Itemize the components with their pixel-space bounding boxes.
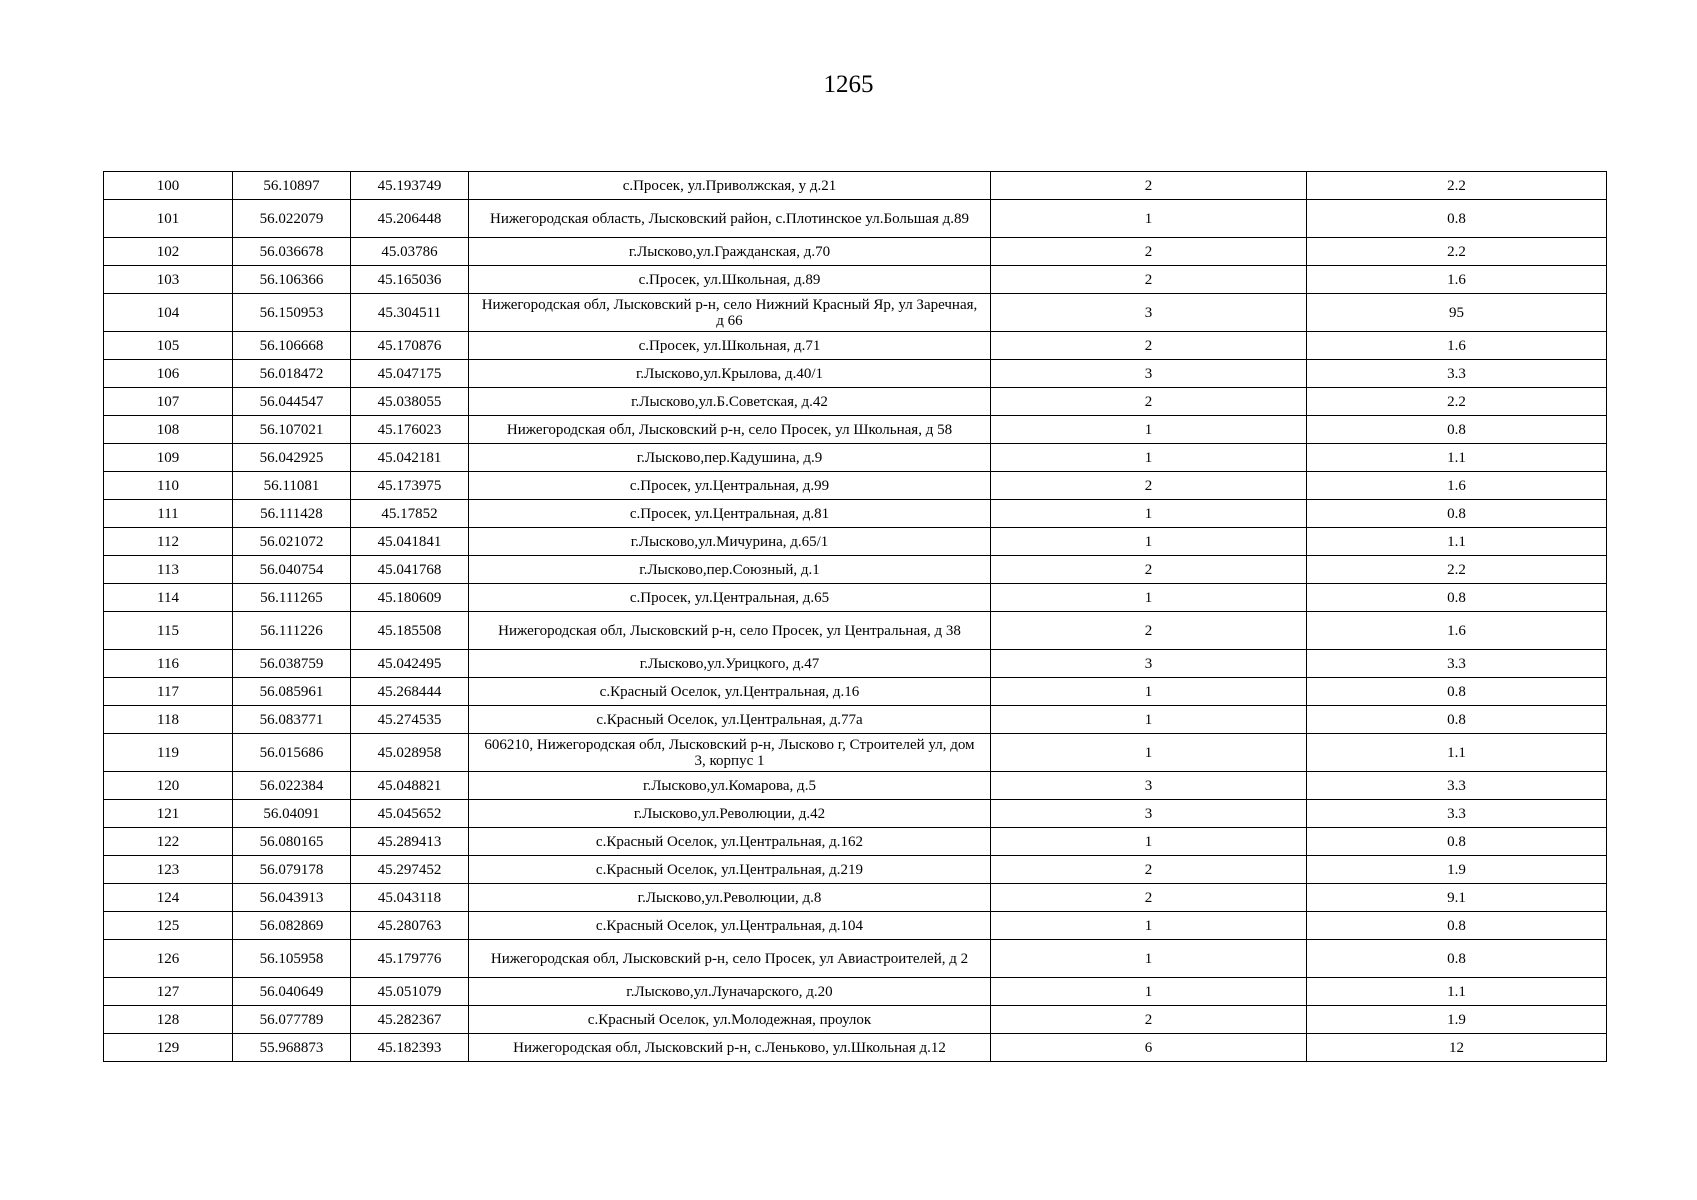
count-cell: 2 [991, 332, 1307, 360]
address-cell: с.Красный Оселок, ул.Центральная, д.77а [469, 706, 991, 734]
longitude-cell: 45.042495 [351, 650, 469, 678]
address-cell: с.Красный Оселок, ул.Центральная, д.162 [469, 828, 991, 856]
count-cell: 3 [991, 650, 1307, 678]
count-cell: 1 [991, 528, 1307, 556]
count-cell: 1 [991, 912, 1307, 940]
address-cell: г.Лысково,ул.Революции, д.42 [469, 800, 991, 828]
count-cell: 2 [991, 856, 1307, 884]
address-cell: 606210, Нижегородская обл, Лысковский р-н, Лысково г, Строителей ул, дом 3, корпус 1 [469, 734, 991, 772]
latitude-cell: 56.082869 [233, 912, 351, 940]
latitude-cell: 56.107021 [233, 416, 351, 444]
row-number-cell: 125 [104, 912, 233, 940]
address-cell: Нижегородская обл, Лысковский р-н, село Просек, ул Школьная, д 58 [469, 416, 991, 444]
longitude-cell: 45.176023 [351, 416, 469, 444]
table-row [104, 294, 1607, 332]
count-cell: 3 [991, 800, 1307, 828]
address-cell: с.Просек, ул.Школьная, д.71 [469, 332, 991, 360]
row-number-cell: 128 [104, 1006, 233, 1034]
row-number-cell: 126 [104, 940, 233, 978]
address-cell: г.Лысково,пер.Союзный, д.1 [469, 556, 991, 584]
count-cell: 1 [991, 500, 1307, 528]
longitude-cell: 45.048821 [351, 772, 469, 800]
volume-cell: 12 [1307, 1034, 1607, 1062]
longitude-cell: 45.289413 [351, 828, 469, 856]
volume-cell: 1.1 [1307, 734, 1607, 772]
longitude-cell: 45.185508 [351, 612, 469, 650]
count-cell: 1 [991, 678, 1307, 706]
volume-cell: 0.8 [1307, 200, 1607, 238]
row-number-cell: 129 [104, 1034, 233, 1062]
table-row [104, 678, 1607, 706]
table-row [104, 612, 1607, 650]
address-cell: с.Красный Оселок, ул.Центральная, д.16 [469, 678, 991, 706]
address-cell: с.Просек, ул.Центральная, д.65 [469, 584, 991, 612]
table-row [104, 200, 1607, 238]
volume-cell: 1.9 [1307, 856, 1607, 884]
row-number-cell: 124 [104, 884, 233, 912]
address-cell: Нижегородская обл, Лысковский р-н, село Нижний Красный Яр, ул Заречная, д 66 [469, 294, 991, 332]
address-cell: г.Лысково,ул.Крылова, д.40/1 [469, 360, 991, 388]
row-number-cell: 116 [104, 650, 233, 678]
longitude-cell: 45.182393 [351, 1034, 469, 1062]
longitude-cell: 45.038055 [351, 388, 469, 416]
latitude-cell: 56.106366 [233, 266, 351, 294]
address-cell: с.Красный Оселок, ул.Центральная, д.219 [469, 856, 991, 884]
row-number-cell: 123 [104, 856, 233, 884]
table-row [104, 500, 1607, 528]
count-cell: 1 [991, 444, 1307, 472]
count-cell: 2 [991, 884, 1307, 912]
count-cell: 2 [991, 612, 1307, 650]
row-number-cell: 107 [104, 388, 233, 416]
count-cell: 1 [991, 828, 1307, 856]
latitude-cell: 56.022079 [233, 200, 351, 238]
latitude-cell: 56.038759 [233, 650, 351, 678]
table-row [104, 650, 1607, 678]
latitude-cell: 56.015686 [233, 734, 351, 772]
volume-cell: 1.9 [1307, 1006, 1607, 1034]
table-row [104, 772, 1607, 800]
address-cell: Нижегородская обл, Лысковский р-н, с.Леньково, ул.Школьная д.12 [469, 1034, 991, 1062]
address-cell: с.Просек, ул.Центральная, д.81 [469, 500, 991, 528]
address-cell: г.Лысково,пер.Кадушина, д.9 [469, 444, 991, 472]
table-row [104, 884, 1607, 912]
volume-cell: 1.6 [1307, 332, 1607, 360]
row-number-cell: 105 [104, 332, 233, 360]
row-number-cell: 117 [104, 678, 233, 706]
longitude-cell: 45.170876 [351, 332, 469, 360]
address-cell: г.Лысково,ул.Урицкого, д.47 [469, 650, 991, 678]
latitude-cell: 56.080165 [233, 828, 351, 856]
row-number-cell: 108 [104, 416, 233, 444]
table-row [104, 416, 1607, 444]
count-cell: 2 [991, 1006, 1307, 1034]
row-number-cell: 101 [104, 200, 233, 238]
count-cell: 3 [991, 772, 1307, 800]
latitude-cell: 56.077789 [233, 1006, 351, 1034]
count-cell: 1 [991, 734, 1307, 772]
row-number-cell: 122 [104, 828, 233, 856]
longitude-cell: 45.051079 [351, 978, 469, 1006]
volume-cell: 0.8 [1307, 500, 1607, 528]
volume-cell: 0.8 [1307, 828, 1607, 856]
address-cell: г.Лысково,ул.Гражданская, д.70 [469, 238, 991, 266]
table-row [104, 556, 1607, 584]
row-number-cell: 106 [104, 360, 233, 388]
latitude-cell: 56.105958 [233, 940, 351, 978]
volume-cell: 0.8 [1307, 416, 1607, 444]
volume-cell: 1.6 [1307, 612, 1607, 650]
volume-cell: 2.2 [1307, 556, 1607, 584]
volume-cell: 0.8 [1307, 706, 1607, 734]
table-body [104, 172, 1607, 1062]
address-cell: с.Красный Оселок, ул.Центральная, д.104 [469, 912, 991, 940]
longitude-cell: 45.041768 [351, 556, 469, 584]
address-cell: г.Лысково,ул.Б.Советская, д.42 [469, 388, 991, 416]
count-cell: 1 [991, 978, 1307, 1006]
count-cell: 1 [991, 416, 1307, 444]
row-number-cell: 119 [104, 734, 233, 772]
address-cell: Нижегородская область, Лысковский район, с.Плотинское ул.Большая д.89 [469, 200, 991, 238]
longitude-cell: 45.268444 [351, 678, 469, 706]
volume-cell: 1.1 [1307, 978, 1607, 1006]
latitude-cell: 55.968873 [233, 1034, 351, 1062]
row-number-cell: 114 [104, 584, 233, 612]
count-cell: 2 [991, 238, 1307, 266]
longitude-cell: 45.297452 [351, 856, 469, 884]
latitude-cell: 56.11081 [233, 472, 351, 500]
latitude-cell: 56.036678 [233, 238, 351, 266]
longitude-cell: 45.173975 [351, 472, 469, 500]
volume-cell: 2.2 [1307, 388, 1607, 416]
volume-cell: 2.2 [1307, 238, 1607, 266]
table-row [104, 172, 1607, 200]
row-number-cell: 121 [104, 800, 233, 828]
address-cell: г.Лысково,ул.Комарова, д.5 [469, 772, 991, 800]
row-number-cell: 103 [104, 266, 233, 294]
latitude-cell: 56.021072 [233, 528, 351, 556]
address-cell: с.Просек, ул.Школьная, д.89 [469, 266, 991, 294]
latitude-cell: 56.10897 [233, 172, 351, 200]
count-cell: 1 [991, 940, 1307, 978]
longitude-cell: 45.17852 [351, 500, 469, 528]
latitude-cell: 56.022384 [233, 772, 351, 800]
longitude-cell: 45.280763 [351, 912, 469, 940]
table-row [104, 978, 1607, 1006]
longitude-cell: 45.179776 [351, 940, 469, 978]
count-cell: 3 [991, 294, 1307, 332]
row-number-cell: 102 [104, 238, 233, 266]
longitude-cell: 45.206448 [351, 200, 469, 238]
row-number-cell: 109 [104, 444, 233, 472]
row-number-cell: 100 [104, 172, 233, 200]
volume-cell: 0.8 [1307, 584, 1607, 612]
volume-cell: 3.3 [1307, 800, 1607, 828]
volume-cell: 1.6 [1307, 266, 1607, 294]
longitude-cell: 45.304511 [351, 294, 469, 332]
row-number-cell: 127 [104, 978, 233, 1006]
volume-cell: 1.1 [1307, 528, 1607, 556]
longitude-cell: 45.043118 [351, 884, 469, 912]
table-row [104, 828, 1607, 856]
table-row [104, 584, 1607, 612]
address-cell: Нижегородская обл, Лысковский р-н, село Просек, ул Авиастроителей, д 2 [469, 940, 991, 978]
longitude-cell: 45.180609 [351, 584, 469, 612]
latitude-cell: 56.083771 [233, 706, 351, 734]
volume-cell: 2.2 [1307, 172, 1607, 200]
count-cell: 1 [991, 584, 1307, 612]
row-number-cell: 110 [104, 472, 233, 500]
row-number-cell: 115 [104, 612, 233, 650]
latitude-cell: 56.111265 [233, 584, 351, 612]
volume-cell: 1.1 [1307, 444, 1607, 472]
count-cell: 2 [991, 172, 1307, 200]
address-cell: г.Лысково,ул.Луначарского, д.20 [469, 978, 991, 1006]
volume-cell: 0.8 [1307, 940, 1607, 978]
row-number-cell: 113 [104, 556, 233, 584]
table-row [104, 1006, 1607, 1034]
row-number-cell: 104 [104, 294, 233, 332]
latitude-cell: 56.111226 [233, 612, 351, 650]
table-row [104, 360, 1607, 388]
address-cell: с.Красный Оселок, ул.Молодежная, проулок [469, 1006, 991, 1034]
latitude-cell: 56.018472 [233, 360, 351, 388]
row-number-cell: 112 [104, 528, 233, 556]
row-number-cell: 118 [104, 706, 233, 734]
latitude-cell: 56.111428 [233, 500, 351, 528]
count-cell: 2 [991, 556, 1307, 584]
latitude-cell: 56.079178 [233, 856, 351, 884]
count-cell: 2 [991, 472, 1307, 500]
count-cell: 1 [991, 706, 1307, 734]
longitude-cell: 45.165036 [351, 266, 469, 294]
longitude-cell: 45.274535 [351, 706, 469, 734]
latitude-cell: 56.040649 [233, 978, 351, 1006]
table-row [104, 1034, 1607, 1062]
address-cell: с.Просек, ул.Приволжская, у д.21 [469, 172, 991, 200]
row-number-cell: 120 [104, 772, 233, 800]
volume-cell: 0.8 [1307, 912, 1607, 940]
count-cell: 3 [991, 360, 1307, 388]
latitude-cell: 56.040754 [233, 556, 351, 584]
address-cell: г.Лысково,ул.Революции, д.8 [469, 884, 991, 912]
count-cell: 1 [991, 200, 1307, 238]
latitude-cell: 56.042925 [233, 444, 351, 472]
longitude-cell: 45.282367 [351, 1006, 469, 1034]
table-row [104, 332, 1607, 360]
table-row [104, 800, 1607, 828]
table-row [104, 912, 1607, 940]
longitude-cell: 45.028958 [351, 734, 469, 772]
volume-cell: 1.6 [1307, 472, 1607, 500]
table-row [104, 266, 1607, 294]
latitude-cell: 56.085961 [233, 678, 351, 706]
latitude-cell: 56.150953 [233, 294, 351, 332]
volume-cell: 0.8 [1307, 678, 1607, 706]
longitude-cell: 45.041841 [351, 528, 469, 556]
longitude-cell: 45.047175 [351, 360, 469, 388]
table-row [104, 940, 1607, 978]
volume-cell: 3.3 [1307, 360, 1607, 388]
table-row [104, 528, 1607, 556]
longitude-cell: 45.03786 [351, 238, 469, 266]
page-number: 1265 [823, 71, 874, 98]
table-row [104, 472, 1607, 500]
address-cell: г.Лысково,ул.Мичурина, д.65/1 [469, 528, 991, 556]
table-row [104, 388, 1607, 416]
latitude-cell: 56.106668 [233, 332, 351, 360]
longitude-cell: 45.045652 [351, 800, 469, 828]
table-row [104, 856, 1607, 884]
volume-cell: 3.3 [1307, 772, 1607, 800]
data-table [103, 171, 1607, 1062]
longitude-cell: 45.193749 [351, 172, 469, 200]
row-number-cell: 111 [104, 500, 233, 528]
address-cell: Нижегородская обл, Лысковский р-н, село Просек, ул Центральная, д 38 [469, 612, 991, 650]
count-cell: 6 [991, 1034, 1307, 1062]
table-row [104, 444, 1607, 472]
volume-cell: 9.1 [1307, 884, 1607, 912]
latitude-cell: 56.044547 [233, 388, 351, 416]
latitude-cell: 56.043913 [233, 884, 351, 912]
count-cell: 2 [991, 266, 1307, 294]
count-cell: 2 [991, 388, 1307, 416]
volume-cell: 95 [1307, 294, 1607, 332]
table-row [104, 706, 1607, 734]
table-row [104, 238, 1607, 266]
latitude-cell: 56.04091 [233, 800, 351, 828]
address-cell: с.Просек, ул.Центральная, д.99 [469, 472, 991, 500]
table-row [104, 734, 1607, 772]
longitude-cell: 45.042181 [351, 444, 469, 472]
volume-cell: 3.3 [1307, 650, 1607, 678]
